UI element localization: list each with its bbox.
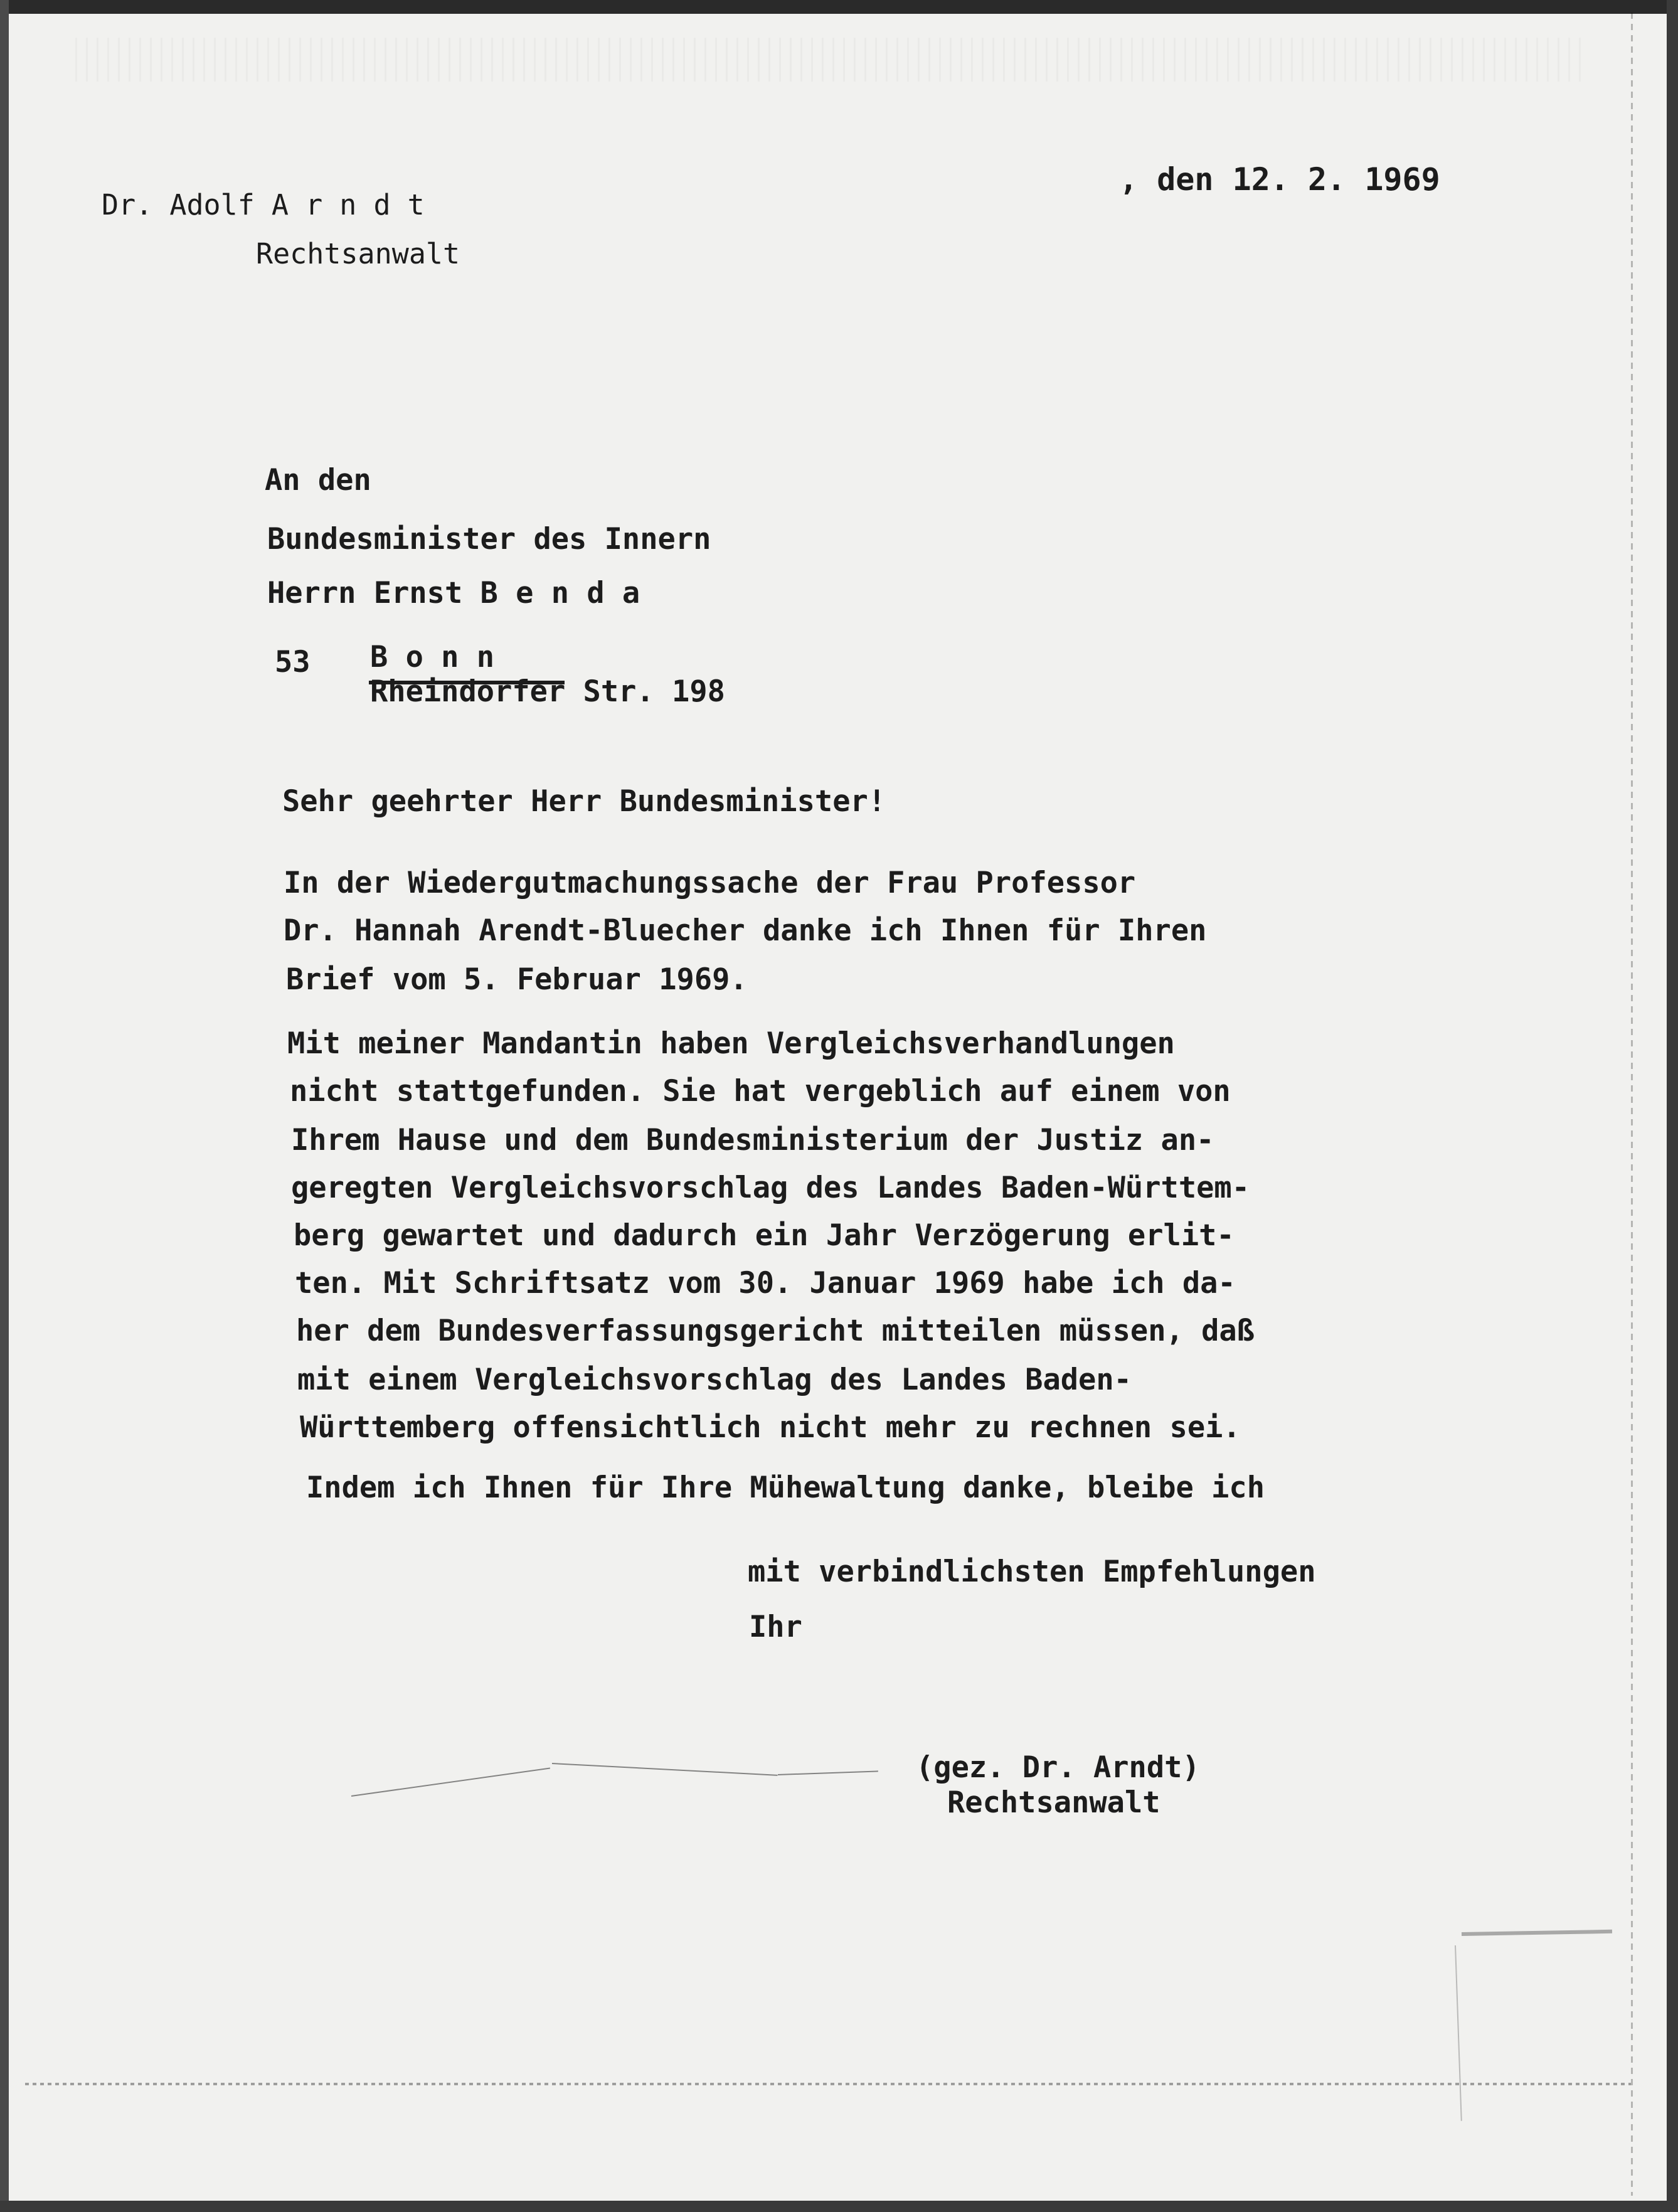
scan-border-right — [1667, 0, 1678, 2212]
paragraph2-line: Ihrem Hause und dem Bundesministerium der Justiz an- — [291, 1123, 1214, 1157]
recipient-city: B o n n — [370, 640, 495, 674]
scan-edge-line — [1631, 13, 1633, 2196]
closing-ihr: Ihr — [749, 1610, 802, 1644]
paragraph1-line: Dr. Hannah Arendt-Bluecher danke ich Ihnen für Ihren — [284, 913, 1207, 948]
paragraph2-line: mit einem Vergleichsvorschlag des Landes Baden- — [297, 1363, 1132, 1397]
recipient-office: Bundesminister des Innern — [267, 522, 711, 556]
scan-noise — [75, 38, 1581, 82]
margin-mark — [1455, 1945, 1462, 2121]
signature-name: (gez. Dr. Arndt) — [916, 1750, 1200, 1785]
paragraph2-line: berg gewartet und dadurch ein Jahr Verzögerung erlit- — [294, 1218, 1235, 1253]
paragraph2-line: ten. Mit Schriftsatz vom 30. Januar 1969 habe ich da- — [295, 1266, 1236, 1300]
sender-name: Dr. Adolf A r n d t — [102, 188, 425, 221]
scan-fold-line — [25, 2083, 1631, 2085]
paragraph1-line: In der Wiedergutmachungssache der Frau Professor — [284, 866, 1136, 900]
recipient-postal-code: 53 — [275, 645, 311, 679]
scan-border-left — [0, 0, 9, 2212]
paragraph2-line: Mit meiner Mandantin haben Vergleichsverhandlungen — [287, 1026, 1175, 1061]
paragraph2-line: geregten Vergleichsvorschlag des Landes Baden-Württem- — [291, 1171, 1250, 1205]
signature-stroke — [351, 1767, 550, 1797]
recipient-name: Herrn Ernst B e n d a — [267, 576, 640, 610]
signature-stroke — [552, 1763, 778, 1776]
paragraph1-line: Brief vom 5. Februar 1969. — [286, 962, 748, 997]
letter-date: , den 12. 2. 1969 — [1119, 161, 1440, 198]
scan-border-top — [0, 0, 1678, 14]
signature-title: Rechtsanwalt — [947, 1785, 1160, 1820]
paragraph3: Indem ich Ihnen für Ihre Mühewaltung danke, bleibe ich — [306, 1470, 1265, 1505]
scan-border-bottom — [0, 2201, 1678, 2212]
margin-smudge — [1462, 1930, 1612, 1936]
paragraph2-line: nicht stattgefunden. Sie hat vergeblich auf einem von — [290, 1074, 1231, 1109]
signature-stroke — [778, 1770, 878, 1775]
closing: mit verbindlichsten Empfehlungen — [748, 1555, 1316, 1589]
sender-title: Rechtsanwalt — [256, 237, 460, 270]
recipient-street: Rheindorfer Str. 198 — [370, 674, 725, 709]
recipient-salutation-line: An den — [265, 463, 371, 497]
greeting: Sehr geehrter Herr Bundesminister! — [282, 784, 886, 819]
paragraph2-line: Württemberg offensichtlich nicht mehr zu rechnen sei. — [300, 1410, 1241, 1445]
paragraph2-line: her dem Bundesverfassungsgericht mitteilen müssen, daß — [296, 1314, 1255, 1348]
